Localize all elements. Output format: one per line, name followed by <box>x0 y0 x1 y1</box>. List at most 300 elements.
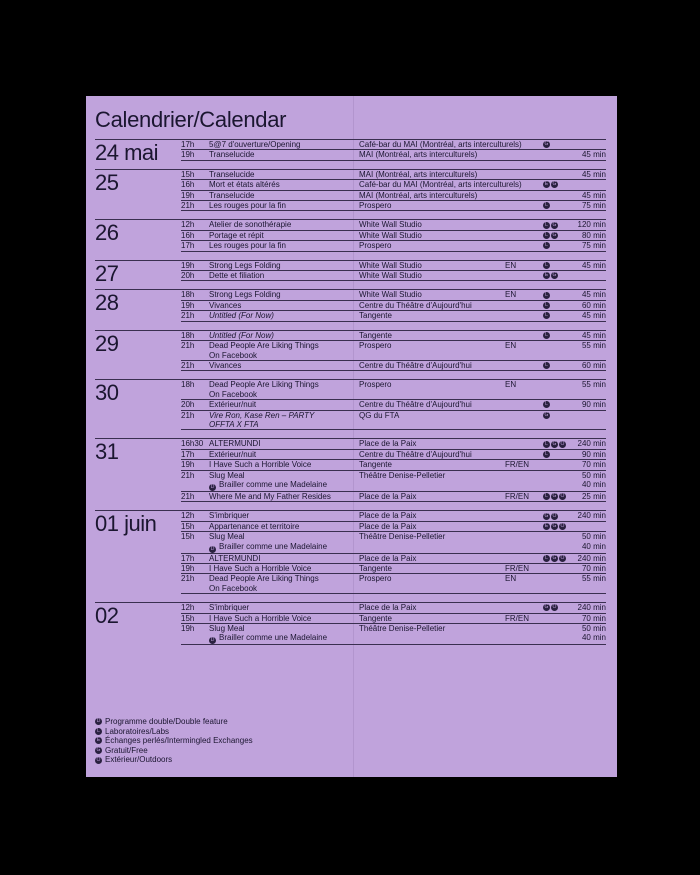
event-title: Mort et états altérés <box>209 180 280 190</box>
event-row <box>181 574 606 594</box>
event-duration: 45 min <box>581 150 606 160</box>
event-venue: Place de la Paix <box>359 511 417 521</box>
event-row <box>181 191 606 201</box>
event-icons <box>543 492 571 501</box>
event-language <box>505 361 543 370</box>
event-venue: Tangente <box>359 564 392 573</box>
event-duration: 240 min <box>577 511 606 521</box>
exchange-icon: E <box>544 522 549 529</box>
event-row <box>181 411 606 431</box>
event-time: 15h <box>181 613 195 623</box>
event-language <box>505 201 543 210</box>
lab-icon: L <box>543 312 550 319</box>
event-title-cell <box>209 361 359 370</box>
event-title: Untitled (For Now) <box>209 311 274 321</box>
event-duration <box>571 411 606 430</box>
day-block <box>95 289 606 329</box>
event-venue: Prospero <box>359 574 392 584</box>
event-icons <box>543 191 571 200</box>
event-icons <box>543 150 571 159</box>
event-time: 19h <box>181 300 195 310</box>
exchange-icon: E <box>544 181 549 188</box>
outdoors-icon: O <box>96 756 101 763</box>
event-time: 15h <box>181 169 195 179</box>
event-icons <box>543 301 571 310</box>
event-time: 16h30 <box>181 439 204 449</box>
event-icons <box>543 290 571 299</box>
free-icon: G <box>552 181 557 188</box>
event-title-cell <box>209 140 359 149</box>
event-title-cell <box>209 439 359 448</box>
outdoors-icon: O <box>560 554 565 561</box>
event-title: 5@7 d'ouverture/Opening <box>209 140 301 149</box>
event-icons <box>543 411 571 420</box>
event-language <box>505 411 543 430</box>
event-title: Dette et filiation <box>209 271 265 281</box>
event-row <box>181 301 606 311</box>
lab-icon: L <box>95 728 102 735</box>
event-icons <box>543 311 571 320</box>
outdoors-icon: O <box>552 512 557 519</box>
event-row <box>181 439 606 449</box>
subtitle-duration: 40 min <box>581 479 606 489</box>
legend-label: Gratuit/Free <box>105 745 148 755</box>
event-row <box>181 603 606 613</box>
event-icons <box>543 460 571 469</box>
event-title: ALTERMUNDI <box>209 553 261 563</box>
event-title-cell <box>209 603 359 612</box>
event-duration: 55 min <box>581 380 606 390</box>
event-venue: Place de la Paix <box>359 553 417 563</box>
event-row <box>181 400 606 410</box>
event-icons <box>543 624 571 633</box>
event-language: FR/EN <box>505 491 529 501</box>
event-duration: 55 min <box>581 574 606 584</box>
event-duration: 45 min <box>581 290 606 300</box>
event-duration: 70 min <box>581 460 606 470</box>
event-time: 21h <box>181 574 195 584</box>
event-title-cell <box>209 180 359 189</box>
outdoors-icon: O <box>552 604 557 611</box>
event-icons <box>543 471 571 480</box>
event-venue: Théâtre Denise-Pelletier <box>359 532 446 542</box>
event-title: Vivances <box>209 300 242 310</box>
legend-item <box>95 717 253 727</box>
event-time: 21h <box>181 410 195 420</box>
lab-icon: L <box>543 401 550 408</box>
double-feature-icon: D <box>210 545 215 552</box>
event-row <box>181 180 606 190</box>
event-language <box>505 241 543 250</box>
event-title-cell <box>209 271 359 280</box>
event-title-cell <box>209 191 359 200</box>
event-icons <box>543 380 571 389</box>
event-title: Strong Legs Folding <box>209 260 281 270</box>
event-language <box>505 311 543 320</box>
event-icons <box>543 220 571 229</box>
event-row <box>181 311 606 321</box>
day-block <box>95 330 606 380</box>
duration-text: 50 min <box>581 470 606 480</box>
free-icon: G <box>544 604 549 611</box>
event-icons <box>543 522 571 531</box>
event-time: 16h <box>181 180 195 190</box>
event-title: S'imbriquer <box>209 603 250 613</box>
event-language <box>505 532 543 552</box>
event-venue: QG du FTA <box>359 410 400 420</box>
day-rows <box>181 439 606 502</box>
event-title-cell <box>209 170 359 179</box>
event-language <box>505 271 543 280</box>
event-language: FR/EN <box>505 460 529 470</box>
event-language <box>505 180 543 189</box>
event-row <box>181 140 606 150</box>
event-duration: 90 min <box>581 449 606 459</box>
event-row <box>181 331 606 341</box>
event-time: 21h <box>181 201 195 211</box>
event-title-cell <box>209 241 359 250</box>
event-row <box>181 380 606 400</box>
event-title: Atelier de sonothérapie <box>209 220 292 230</box>
event-duration: 70 min <box>581 613 606 623</box>
day-block <box>95 260 606 290</box>
day-label: 24 mai <box>95 140 159 165</box>
event-venue: Tangente <box>359 330 392 340</box>
event-row <box>181 492 606 502</box>
event-venue: Prospero <box>359 380 392 390</box>
legend-label: Échanges perlés/Intermingled Exchanges <box>105 736 253 746</box>
event-row <box>181 361 606 371</box>
event-time: 19h <box>181 564 195 573</box>
event-icons <box>543 261 571 270</box>
event-language <box>505 439 543 448</box>
event-title: S'imbriquer <box>209 511 250 521</box>
event-row <box>181 532 606 553</box>
subtitle-text: Brailler comme une Madelaine <box>219 541 328 551</box>
event-title: Vivances <box>209 360 242 370</box>
event-venue: MAI (Montréal, arts interculturels) <box>359 169 478 179</box>
event-title: Dead People Are Liking Things <box>209 574 319 584</box>
event-title-cell <box>209 614 359 623</box>
event-icons <box>543 614 571 623</box>
subtitle-text: Brailler comme une Madelaine <box>219 479 328 489</box>
day-block <box>95 438 606 510</box>
event-duration: 60 min <box>581 300 606 310</box>
lab-icon: L <box>543 222 550 229</box>
event-time: 16h <box>181 230 195 240</box>
lab-icon: L <box>543 292 550 299</box>
event-venue: Tangente <box>359 460 392 470</box>
event-title-cell <box>209 522 359 531</box>
legend <box>95 717 253 765</box>
event-time: 21h <box>181 491 195 501</box>
duration-text: 50 min <box>581 532 606 542</box>
event-language: EN <box>505 574 517 584</box>
event-language <box>505 400 543 409</box>
day-rows <box>181 220 606 251</box>
event-time: 17h <box>181 140 195 149</box>
event-language <box>505 331 543 340</box>
event-duration: 75 min <box>581 241 606 251</box>
event-duration: 240 min <box>577 603 606 613</box>
day-label: 28 <box>95 290 119 316</box>
free-icon: G <box>552 522 557 529</box>
day-rows <box>181 140 606 161</box>
event-language: EN <box>505 380 517 390</box>
lab-icon: L <box>543 555 550 562</box>
event-row <box>181 460 606 470</box>
event-venue: Centre du Théâtre d'Aujourd'hui <box>359 300 472 310</box>
event-title-cell <box>209 341 359 360</box>
event-title: I Have Such a Horrible Voice <box>209 564 312 573</box>
day-label: 02 <box>95 603 119 629</box>
event-venue: White Wall Studio <box>359 290 422 300</box>
event-title-cell <box>209 471 359 491</box>
event-title: Les rouges pour la fin <box>209 241 286 251</box>
event-title: Transelucide <box>209 190 255 200</box>
event-row <box>181 341 606 361</box>
event-title: Dead People Are Liking Things <box>209 341 319 351</box>
double-feature-icon: D <box>96 718 101 725</box>
event-title: Transelucide <box>209 169 255 179</box>
event-icons <box>543 341 571 350</box>
free-icon: G <box>544 411 549 418</box>
event-language <box>505 191 543 200</box>
event-language <box>505 301 543 310</box>
event-time: 12h <box>181 511 195 521</box>
event-icons <box>543 361 571 370</box>
event-venue: Place de la Paix <box>359 439 417 449</box>
lab-icon: L <box>543 451 550 458</box>
event-title-cell <box>209 301 359 310</box>
event-title-line2: On Facebook <box>209 583 258 593</box>
event-venue: White Wall Studio <box>359 260 422 270</box>
event-duration: 45 min <box>581 311 606 321</box>
day-label: 25 <box>95 169 119 195</box>
event-title: Slug Meal <box>209 470 245 480</box>
event-icons <box>543 532 571 541</box>
day-block <box>95 379 606 438</box>
event-title-cell <box>209 492 359 501</box>
lab-icon: L <box>543 202 550 209</box>
event-row <box>181 450 606 460</box>
event-row <box>181 522 606 532</box>
event-row <box>181 201 606 211</box>
double-feature-icon: D <box>210 483 215 490</box>
event-row <box>181 614 606 624</box>
event-duration: 75 min <box>581 201 606 211</box>
event-language <box>505 150 543 159</box>
event-venue: Centre du Théâtre d'Aujourd'hui <box>359 449 472 459</box>
event-icons <box>543 439 571 448</box>
lab-icon: L <box>543 362 550 369</box>
event-title: Strong Legs Folding <box>209 290 281 300</box>
event-venue: Centre du Théâtre d'Aujourd'hui <box>359 360 472 370</box>
event-title-cell <box>209 231 359 240</box>
event-venue: Centre du Théâtre d'Aujourd'hui <box>359 400 472 410</box>
event-row <box>181 241 606 251</box>
double-feature-subtitle <box>209 480 359 491</box>
event-icons <box>543 201 571 210</box>
event-title-line2: OFFTA X FTA <box>209 419 259 429</box>
event-title-cell <box>209 311 359 320</box>
event-venue: Prospero <box>359 241 392 251</box>
event-row <box>181 564 606 574</box>
event-time: 21h <box>181 341 195 351</box>
event-time: 17h <box>181 241 195 251</box>
event-duration: 55 min <box>581 341 606 351</box>
event-duration <box>571 140 606 149</box>
event-language <box>505 522 543 531</box>
free-icon: G <box>552 272 557 279</box>
event-duration <box>571 180 606 189</box>
event-row <box>181 511 606 521</box>
event-title-cell <box>209 624 359 644</box>
event-duration: 45 min <box>581 190 606 200</box>
lab-icon: L <box>543 332 550 339</box>
event-icons <box>543 511 571 520</box>
event-venue: MAI (Montréal, arts interculturels) <box>359 150 478 160</box>
event-time: 17h <box>181 449 195 459</box>
event-time: 20h <box>181 400 195 410</box>
event-icons <box>543 331 571 340</box>
subtitle-duration: 40 min <box>581 633 606 643</box>
legend-item <box>95 755 253 765</box>
legend-label: Programme double/Double feature <box>105 717 228 726</box>
event-title: I Have Such a Horrible Voice <box>209 460 312 470</box>
event-icons <box>543 400 571 409</box>
event-language: FR/EN <box>505 564 529 573</box>
event-language <box>505 220 543 229</box>
event-icons <box>543 564 571 573</box>
event-time: 15h <box>181 532 195 542</box>
event-row <box>181 290 606 300</box>
event-icons <box>543 554 571 563</box>
event-time: 15h <box>181 521 195 531</box>
event-time: 19h <box>181 460 195 470</box>
event-icons <box>543 603 571 612</box>
event-time: 20h <box>181 271 195 281</box>
day-label: 27 <box>95 260 119 286</box>
day-block <box>95 139 606 169</box>
event-language: EN <box>505 260 517 270</box>
event-venue: Tangente <box>359 613 392 623</box>
event-title-cell <box>209 220 359 229</box>
event-title: Transelucide <box>209 150 255 160</box>
event-icons <box>543 574 571 583</box>
event-venue: Place de la Paix <box>359 521 417 531</box>
event-title: Extérieur/nuit <box>209 400 257 410</box>
event-row <box>181 231 606 241</box>
event-row <box>181 624 606 645</box>
day-rows <box>181 261 606 282</box>
event-language <box>505 170 543 179</box>
event-time: 12h <box>181 220 195 230</box>
event-icons <box>543 231 571 240</box>
event-time: 19h <box>181 624 195 634</box>
legend-item <box>95 727 253 737</box>
day-label: 01 juin <box>95 511 157 537</box>
duration-text: 50 min <box>581 624 606 634</box>
event-row <box>181 471 606 492</box>
event-title-cell <box>209 331 359 340</box>
legend-item <box>95 746 253 756</box>
event-title-cell <box>209 150 359 159</box>
event-title: Untitled (For Now) <box>209 330 274 340</box>
legend-item <box>95 736 253 746</box>
exchange-icon: E <box>544 272 549 279</box>
event-title-line2: On Facebook <box>209 350 258 360</box>
event-language <box>505 554 543 563</box>
event-duration: 60 min <box>581 360 606 370</box>
exchange-icon: E <box>96 737 101 744</box>
event-icons <box>543 140 571 149</box>
event-row <box>181 554 606 564</box>
double-feature-icon: D <box>210 637 215 644</box>
day-block <box>95 169 606 220</box>
event-title: ALTERMUNDI <box>209 439 261 449</box>
lab-icon: L <box>543 441 550 448</box>
event-time: 19h <box>181 260 195 270</box>
lab-icon: L <box>543 302 550 309</box>
event-venue: White Wall Studio <box>359 230 422 240</box>
day-label: 26 <box>95 220 119 246</box>
legend-label: Laboratoires/Labs <box>105 726 170 736</box>
event-time: 21h <box>181 311 195 321</box>
event-icons <box>543 180 571 189</box>
event-row <box>181 170 606 180</box>
event-duration: 45 min <box>581 169 606 179</box>
event-title-cell <box>209 511 359 520</box>
day-block <box>95 219 606 259</box>
double-feature-subtitle <box>209 633 359 644</box>
event-duration <box>571 532 606 552</box>
event-venue: White Wall Studio <box>359 220 422 230</box>
free-icon: G <box>544 512 549 519</box>
event-time: 19h <box>181 190 195 200</box>
outdoors-icon: O <box>560 440 565 447</box>
event-title-cell <box>209 201 359 210</box>
event-duration: 120 min <box>577 220 606 230</box>
event-duration: 45 min <box>581 330 606 340</box>
event-title: Appartenance et territoire <box>209 521 300 531</box>
event-duration <box>571 271 606 280</box>
event-title: Portage et répit <box>209 230 264 240</box>
event-venue: Prospero <box>359 341 392 351</box>
free-icon: G <box>552 493 557 500</box>
lab-icon: L <box>543 262 550 269</box>
lab-icon: L <box>543 493 550 500</box>
event-title-cell <box>209 261 359 270</box>
event-venue: Tangente <box>359 311 392 321</box>
free-icon: G <box>96 747 101 754</box>
event-row <box>181 271 606 281</box>
event-duration: 240 min <box>577 553 606 563</box>
event-icons <box>543 450 571 459</box>
event-duration: 90 min <box>581 400 606 410</box>
event-venue: Théâtre Denise-Pelletier <box>359 470 446 480</box>
event-title-cell <box>209 411 359 430</box>
day-rows <box>181 290 606 321</box>
event-language: EN <box>505 290 517 300</box>
free-icon: G <box>552 232 557 239</box>
event-time: 21h <box>181 470 195 480</box>
event-title-cell <box>209 574 359 593</box>
event-title-cell <box>209 554 359 563</box>
day-label: 29 <box>95 330 119 356</box>
outdoors-icon: O <box>560 522 565 529</box>
event-language <box>505 603 543 612</box>
